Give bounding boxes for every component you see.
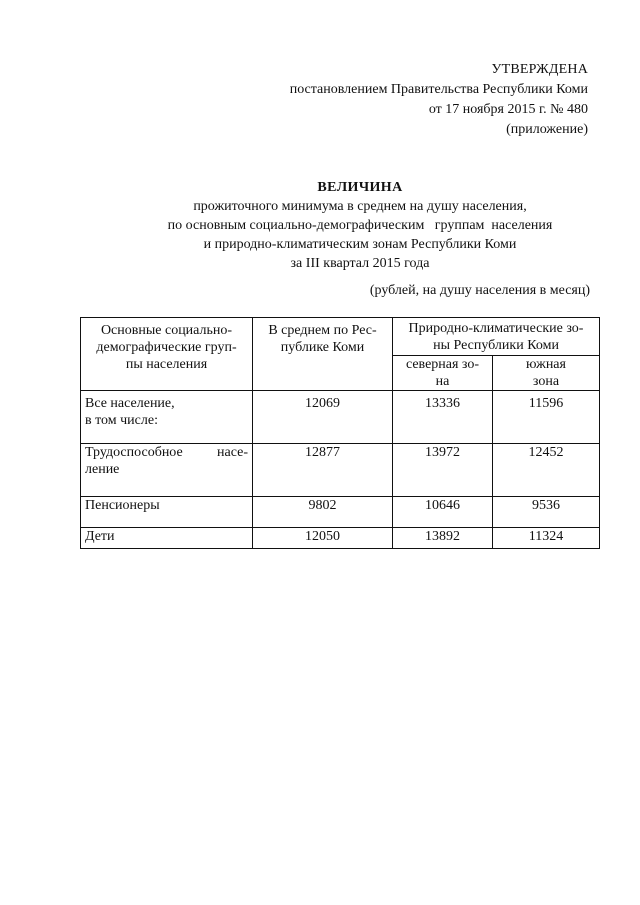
- header-south-line-1: южная: [526, 356, 566, 372]
- approval-appendix: (приложение): [506, 122, 588, 137]
- heading-line-3: и природно-климатическим зонам Республики Коми: [203, 237, 517, 252]
- header-groups-line-1: Основные социально-: [100, 323, 233, 338]
- header-zones: [393, 318, 600, 356]
- cell-avg-children: 12050: [253, 528, 393, 549]
- row-label-pensioners: Пенсионеры: [81, 497, 253, 528]
- heading-line-1: прожиточного минимума в среднем на душу населения,: [193, 199, 527, 214]
- row-label-children: Дети: [81, 528, 253, 549]
- header-north-line-1: северная зо-: [405, 356, 480, 372]
- heading-line-2: по основным социально-демографическим группам населения: [167, 218, 553, 233]
- heading-line-4: за III квартал 2015 года: [290, 256, 430, 271]
- document-title: ВЕЛИЧИНА: [317, 180, 403, 195]
- row-label-working-word: Трудоспособное: [85, 445, 183, 460]
- row-label-all: [81, 391, 253, 444]
- row-label-working-hyphen: насе-: [217, 445, 248, 460]
- table-header-row: [81, 318, 600, 356]
- header-groups-line-2: демографические груп-: [96, 340, 237, 355]
- header-north-zone: [393, 355, 493, 391]
- header-south-line-2: зона: [532, 373, 560, 389]
- table-row: [81, 444, 600, 497]
- cell-south-working: 12452: [493, 444, 600, 497]
- cell-north-all: 13336: [393, 391, 493, 444]
- header-groups-line-3: пы населения: [125, 357, 208, 372]
- cell-south-children: 11324: [493, 528, 600, 549]
- cell-north-pensioners: 10646: [393, 497, 493, 528]
- header-zones-line-1: Природно-климатические зо-: [408, 321, 584, 336]
- subsistence-table: [80, 317, 600, 549]
- header-average: [253, 318, 393, 391]
- approval-title: УТВЕРЖДЕНА: [491, 62, 588, 77]
- table-row: [81, 497, 600, 528]
- units-note: (рублей, на душу населения в месяц): [369, 283, 590, 298]
- cell-avg-working: 12877: [253, 444, 393, 497]
- table-row: [81, 528, 600, 549]
- cell-north-working: 13972: [393, 444, 493, 497]
- approval-date: от 17 ноября 2015 г. № 480: [428, 102, 588, 117]
- header-average-line-2: публике Коми: [280, 340, 365, 355]
- header-groups: [81, 318, 253, 391]
- row-label-working-line-1: [85, 444, 248, 461]
- row-label-all-line-2: в том числе:: [85, 413, 158, 428]
- header-north-line-2: на: [435, 373, 450, 389]
- document-heading: [60, 178, 640, 273]
- approval-decree: постановлением Правительства Республики Коми: [289, 82, 588, 97]
- row-label-working-age: [81, 444, 253, 497]
- cell-north-children: 13892: [393, 528, 493, 549]
- header-average-line-1: В среднем по Рес-: [268, 323, 377, 338]
- row-label-all-line-1: Все население,: [85, 396, 175, 411]
- approval-block: [290, 60, 588, 140]
- cell-south-all: 11596: [493, 391, 600, 444]
- row-label-working-line-2: ление: [85, 462, 120, 477]
- cell-south-pensioners: 9536: [493, 497, 600, 528]
- header-south-zone: [493, 355, 600, 391]
- table-row: [81, 391, 600, 444]
- header-zones-line-2: ны Республики Коми: [433, 338, 559, 353]
- cell-avg-pensioners: 9802: [253, 497, 393, 528]
- cell-avg-all: 12069: [253, 391, 393, 444]
